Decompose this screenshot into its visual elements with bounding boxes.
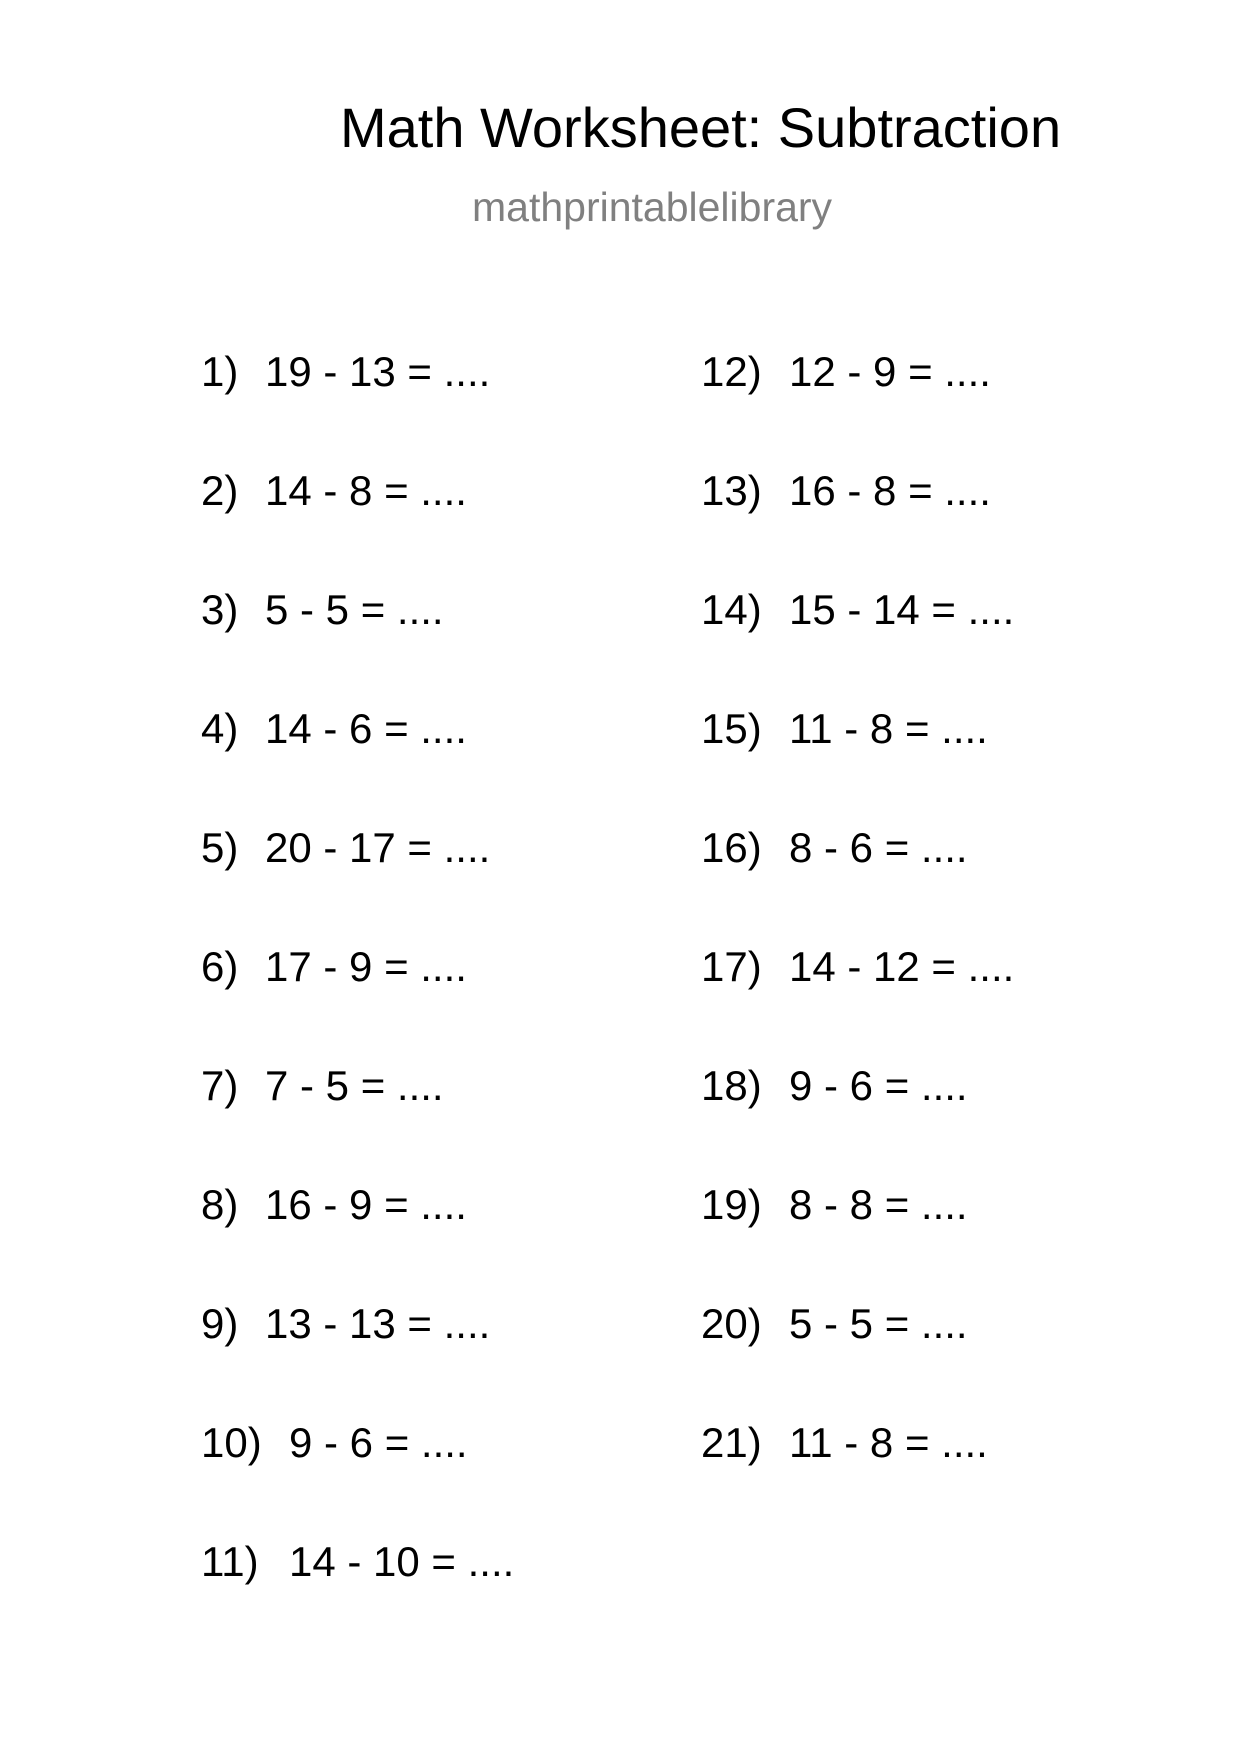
problem-expression: 13 - 13 = ....	[265, 1300, 491, 1347]
problem-number: 9)	[201, 1300, 239, 1347]
problem-expression: 16 - 9 = ....	[265, 1181, 467, 1228]
problem-expression: 19 - 13 = ....	[265, 348, 491, 395]
problem-expression: 17 - 9 = ....	[265, 943, 467, 990]
problem-expression: 15 - 14 = ....	[789, 586, 1015, 633]
problem-expression: 11 - 8 = ....	[789, 1419, 988, 1466]
problem-number: 7)	[201, 1062, 239, 1109]
problem-item	[701, 1300, 968, 1353]
problem-number: 19)	[701, 1181, 762, 1228]
problem-item	[701, 586, 1015, 639]
problem-item	[201, 1538, 515, 1591]
problem-expression: 7 - 5 = ....	[265, 1062, 444, 1109]
problem-number: 12)	[701, 348, 762, 395]
problem-number: 18)	[701, 1062, 762, 1109]
problem-item	[701, 1419, 988, 1472]
problem-item	[701, 705, 988, 758]
problem-expression: 8 - 6 = ....	[789, 824, 968, 871]
problem-number: 15)	[701, 705, 762, 752]
problem-item	[701, 824, 968, 877]
problem-number: 2)	[201, 467, 239, 514]
problem-number: 4)	[201, 705, 239, 752]
worksheet-subtitle: mathprintablelibrary	[472, 184, 833, 230]
problem-number: 10)	[201, 1419, 262, 1466]
problem-item	[201, 586, 444, 639]
problem-number: 11)	[201, 1538, 259, 1585]
problem-expression: 8 - 8 = ....	[789, 1181, 968, 1228]
problem-item	[201, 348, 491, 401]
problem-item	[201, 1062, 444, 1115]
problem-item	[201, 1419, 468, 1472]
problem-item	[701, 467, 991, 520]
problem-number: 16)	[701, 824, 762, 871]
problem-number: 21)	[701, 1419, 762, 1466]
problem-expression: 14 - 12 = ....	[789, 943, 1015, 990]
problem-item	[201, 1300, 491, 1353]
problem-item	[701, 1181, 968, 1234]
problem-expression: 5 - 5 = ....	[789, 1300, 968, 1347]
problem-number: 14)	[701, 586, 762, 633]
problem-expression: 5 - 5 = ....	[265, 586, 444, 633]
problem-number: 5)	[201, 824, 239, 871]
problem-expression: 16 - 8 = ....	[789, 467, 991, 514]
problem-number: 8)	[201, 1181, 239, 1228]
problem-expression: 14 - 6 = ....	[265, 705, 467, 752]
problem-number: 17)	[701, 943, 762, 990]
problem-number: 1)	[201, 348, 239, 395]
problem-item	[701, 943, 1015, 996]
problem-number: 13)	[701, 467, 762, 514]
problem-expression: 12 - 9 = ....	[789, 348, 991, 395]
worksheet-title: Math Worksheet: Subtraction	[340, 96, 1062, 159]
problem-number: 20)	[701, 1300, 762, 1347]
problem-item	[201, 467, 467, 520]
problem-expression: 14 - 8 = ....	[265, 467, 467, 514]
problem-item	[701, 1062, 968, 1115]
problem-expression: 20 - 17 = ....	[265, 824, 491, 871]
problem-expression: 9 - 6 = ....	[289, 1419, 468, 1466]
problem-item	[701, 348, 991, 401]
problem-item	[201, 1181, 467, 1234]
problem-item	[201, 824, 491, 877]
problem-expression: 11 - 8 = ....	[789, 705, 988, 752]
problem-expression: 14 - 10 = ....	[289, 1538, 515, 1585]
problem-item	[201, 943, 467, 996]
problem-number: 6)	[201, 943, 239, 990]
problem-item	[201, 705, 467, 758]
problem-expression: 9 - 6 = ....	[789, 1062, 968, 1109]
problem-number: 3)	[201, 586, 239, 633]
